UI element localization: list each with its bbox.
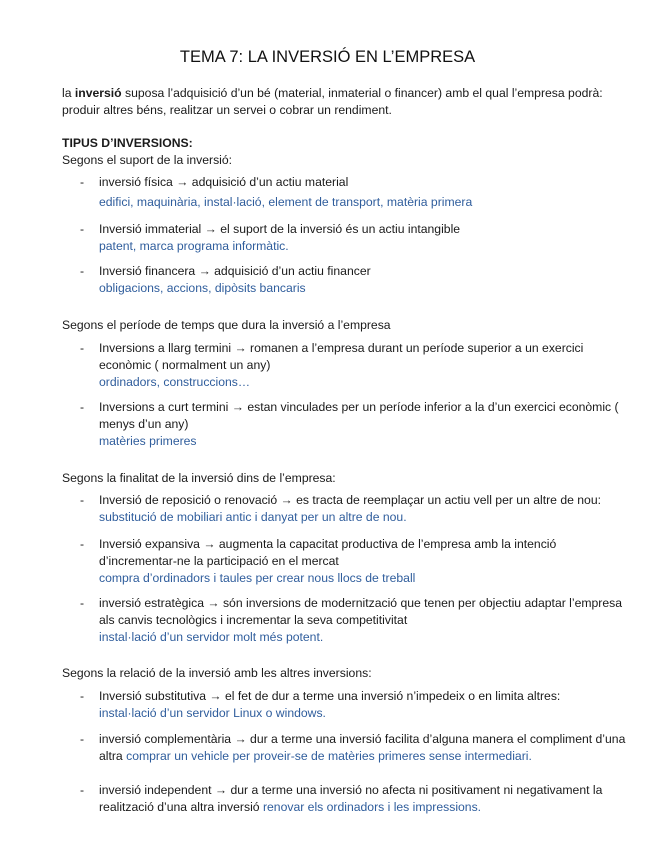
section-heading-relation: Segons la relació de la inversió amb les altres inversions: <box>62 666 372 680</box>
item-example: instal·lació d’un servidor molt més potent. <box>99 630 324 644</box>
intro-term: inversió <box>74 86 122 100</box>
bullet-dash: - <box>80 783 85 797</box>
item-example: matèries primeres <box>99 434 197 448</box>
item-text: Inversió expansiva → augmenta la capacitat productiva de l’empresa amb la intenció d’incrementar-ne la participació en el mercat <box>99 537 557 568</box>
item-example: substitució de mobiliari antic i danyat per un altre de nou. <box>99 510 407 524</box>
list-item-body <box>99 782 627 816</box>
item-text: Inversió substitutiva → el fet de dur a terme una inversió n’impedeix o en limita altres: <box>99 689 561 703</box>
list-item-body <box>99 221 627 255</box>
item-text: Inversions a curt termini → estan vinculades per un període inferior a la d’un exercici econòmic ( menys d’un any) <box>99 400 619 431</box>
bullet-dash: - <box>80 493 85 507</box>
list-item-body <box>99 536 627 587</box>
list-item-body <box>99 174 627 211</box>
bullet-dash: - <box>80 400 85 414</box>
list-item-body <box>99 731 627 765</box>
item-text: inversió independent → dur a terme una inversió no afecta ni positivament ni negativament la realització d’una altra inversió <box>99 783 603 814</box>
list-item-body <box>99 399 627 450</box>
bullet-dash: - <box>80 732 85 746</box>
item-text: inversió complementària → dur a terme una inversió facilita d’alguna manera el compliment d’una altra <box>99 732 626 763</box>
intro-prefix: la <box>62 86 75 100</box>
item-text: Inversió de reposició o renovació → es tracta de reemplaçar un actiu vell per un altre de nou: <box>99 493 601 507</box>
item-example: obligacions, accions, dipòsits bancaris <box>99 281 306 295</box>
page-title: TEMA 7: LA INVERSIÓ EN L’EMPRESA <box>179 48 476 66</box>
bullet-dash: - <box>80 341 85 355</box>
bullet-dash: - <box>80 175 85 189</box>
item-example: patent, marca programa informàtic. <box>99 239 289 253</box>
intro-paragraph <box>62 85 607 119</box>
item-example: ordinadors, construccions… <box>99 375 251 389</box>
item-example: compra d’ordinadors i taules per crear nous llocs de treball <box>99 571 416 585</box>
list-item-body <box>99 492 627 526</box>
item-text: inversió física → adquisició d’un actiu material <box>99 175 349 189</box>
bullet-dash: - <box>80 537 85 551</box>
types-heading: TIPUS D’INVERSIONS: <box>62 136 193 150</box>
item-text: inversió estratègica → són inversions de modernització que tenen per objectiu adaptar l’empresa als canvis tecnològics i incrementar la seva competitivitat <box>99 596 622 627</box>
bullet-dash: - <box>80 596 85 610</box>
list-item-body <box>99 340 627 391</box>
item-example: instal·lació d’un servidor Linux o windows. <box>99 706 326 720</box>
bullet-dash: - <box>80 222 85 236</box>
section-heading-purpose: Segons la finalitat de la inversió dins de l’empresa: <box>62 471 336 485</box>
list-item-body <box>99 595 627 646</box>
item-text: Inversions a llarg termini → romanen a l’empresa durant un període superior a un exercici econòmic ( normalment un any) <box>99 341 584 372</box>
item-text: Inversió financera → adquisició d’un actiu financer <box>99 264 371 278</box>
intro-rest: suposa l’adquisició d’un bé (material, inmaterial o financer) amb el qual l’empresa podrà: produir altres béns, realitzar un servei o cobrar un rendiment. <box>62 86 603 117</box>
list-item-body <box>99 688 627 722</box>
item-example: edifici, maquinària, instal·lació, element de transport, matèria primera <box>99 195 473 209</box>
item-example: comprar un vehicle per proveir-se de matèries primeres sense intermediari. <box>126 749 532 763</box>
section-heading-duration: Segons el període de temps que dura la inversió a l’empresa <box>62 318 391 332</box>
bullet-dash: - <box>80 264 85 278</box>
bullet-dash: - <box>80 689 85 703</box>
list-item-body <box>99 263 627 297</box>
item-example: renovar els ordinadors i les impressions. <box>262 800 482 814</box>
section-heading-support: Segons el suport de la inversió: <box>62 153 233 167</box>
item-text: Inversió immaterial → el suport de la inversió és un actiu intangible <box>99 222 461 236</box>
